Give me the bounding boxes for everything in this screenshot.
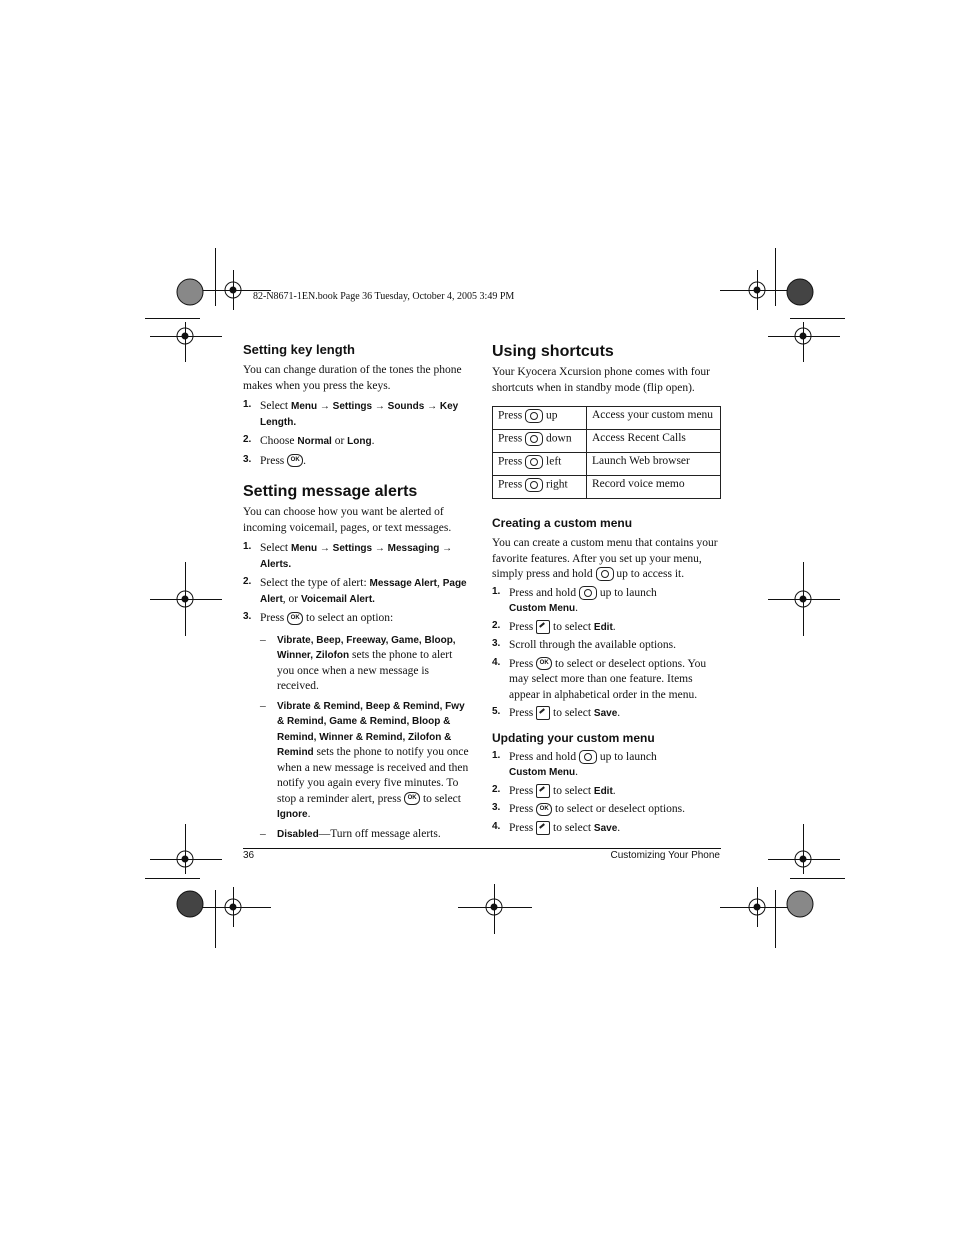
step-item: 3. Scroll through the available options. (492, 638, 677, 651)
step-item: 5. Press to select Save. (492, 706, 621, 719)
soft-key-icon (536, 620, 550, 634)
step-item: 1. Select Menu → Settings → Messaging → Alerts. (243, 541, 453, 570)
table-row: Press down Access Recent Calls (493, 430, 721, 453)
step-item: 2. Press to select Edit. (492, 783, 616, 797)
menu-path: Menu → Settings → Messaging → Alerts. (260, 543, 453, 570)
step-item: 1. Select Menu → Settings → Sounds → Key Length. (243, 399, 459, 428)
nav-key-icon (525, 409, 543, 423)
table-row: Press right Record voice memo (493, 476, 721, 499)
menu-path: Menu → Settings → Sounds → Key Length. (260, 401, 459, 428)
alerts-intro: You can choose how you want be alerted of incoming voicemail, pages, or text messages. (243, 506, 452, 534)
section-title-shortcuts: Using shortcuts (492, 343, 614, 360)
step-item: 2. Select the type of alert: Message Alert, Page Alert, or Voicemail Alert. (243, 576, 467, 605)
step-item: 4. Press to select Save. (492, 820, 621, 834)
footer-rule (243, 848, 721, 849)
option-item: – Vibrate & Remind, Beep & Remind, Fwy & Remind, Game & Remind, Bloop & Remind, Winner & Remind, Zilofon & Remind sets the phone to notify you once when a new message is received and then notify you again every five minutes. To stop a reminder alert, press OK to select Ignore. (260, 699, 469, 820)
soft-key-icon (536, 821, 550, 835)
step-item: 3. Press OK . (243, 453, 307, 467)
nav-key-icon (525, 478, 543, 492)
nav-key-icon (525, 455, 543, 469)
nav-key-icon (579, 750, 597, 764)
ok-key-icon: OK (536, 803, 552, 816)
table-row: Press up Access your custom menu (493, 407, 721, 430)
ok-key-icon: OK (287, 454, 303, 467)
option-item: – Disabled—Turn off message alerts. (260, 827, 441, 840)
ok-key-icon: OK (287, 612, 303, 625)
section-title-updating: Updating your custom menu (492, 730, 655, 745)
option-item: – Vibrate, Beep, Freeway, Game, Bloop, Winner, Zilofon sets the phone to alert you once when a new message is received. (260, 633, 456, 692)
page-number: 36 (243, 850, 255, 861)
section-title-alerts: Setting message alerts (243, 483, 418, 500)
shortcuts-intro: Your Kyocera Xcursion phone comes with four shortcuts when in standby mode (flip open). (492, 366, 710, 394)
left-column (243, 342, 471, 842)
step-item: 1. Press and hold up to launch Custom Menu. (492, 585, 657, 614)
print-header-note: 82-N8671-1EN.book Page 36 Tuesday, October 4, 2005 3:49 PM (253, 291, 515, 302)
nav-key-icon (525, 432, 543, 446)
step-item: 3. Press OK to select or deselect options. (492, 802, 686, 815)
right-column (492, 343, 722, 836)
key-length-intro: You can change duration of the tones the phone makes when you press the keys. (243, 364, 462, 392)
step-item: 3. Press OK to select an option: (243, 611, 394, 624)
shortcuts-table (492, 406, 721, 499)
ok-key-icon: OK (536, 657, 552, 670)
nav-key-icon (596, 567, 614, 581)
step-item: 1. Press and hold up to launch Custom Menu. (492, 749, 657, 778)
table-row: Press left Launch Web browser (493, 453, 721, 476)
nav-key-icon (579, 586, 597, 600)
ok-key-icon: OK (404, 792, 420, 805)
step-item: 4. Press OK to select or deselect options. You may select more than one feature. Items appear in alphabetical order in the menu. (492, 656, 707, 701)
section-title-custom-menu: Creating a custom menu (492, 516, 633, 530)
step-item: 2. Press to select Edit. (492, 619, 616, 633)
custom-menu-intro: You can create a custom menu that contains your favorite features. After you set up your menu, simply press and hold up to access it. (492, 537, 718, 580)
footer-section: Customizing Your Phone (610, 850, 720, 861)
step-item: 2. Choose Normal or Long. (243, 434, 375, 447)
section-title-key-length: Setting key length (243, 342, 355, 357)
soft-key-icon (536, 784, 550, 798)
soft-key-icon (536, 706, 550, 720)
